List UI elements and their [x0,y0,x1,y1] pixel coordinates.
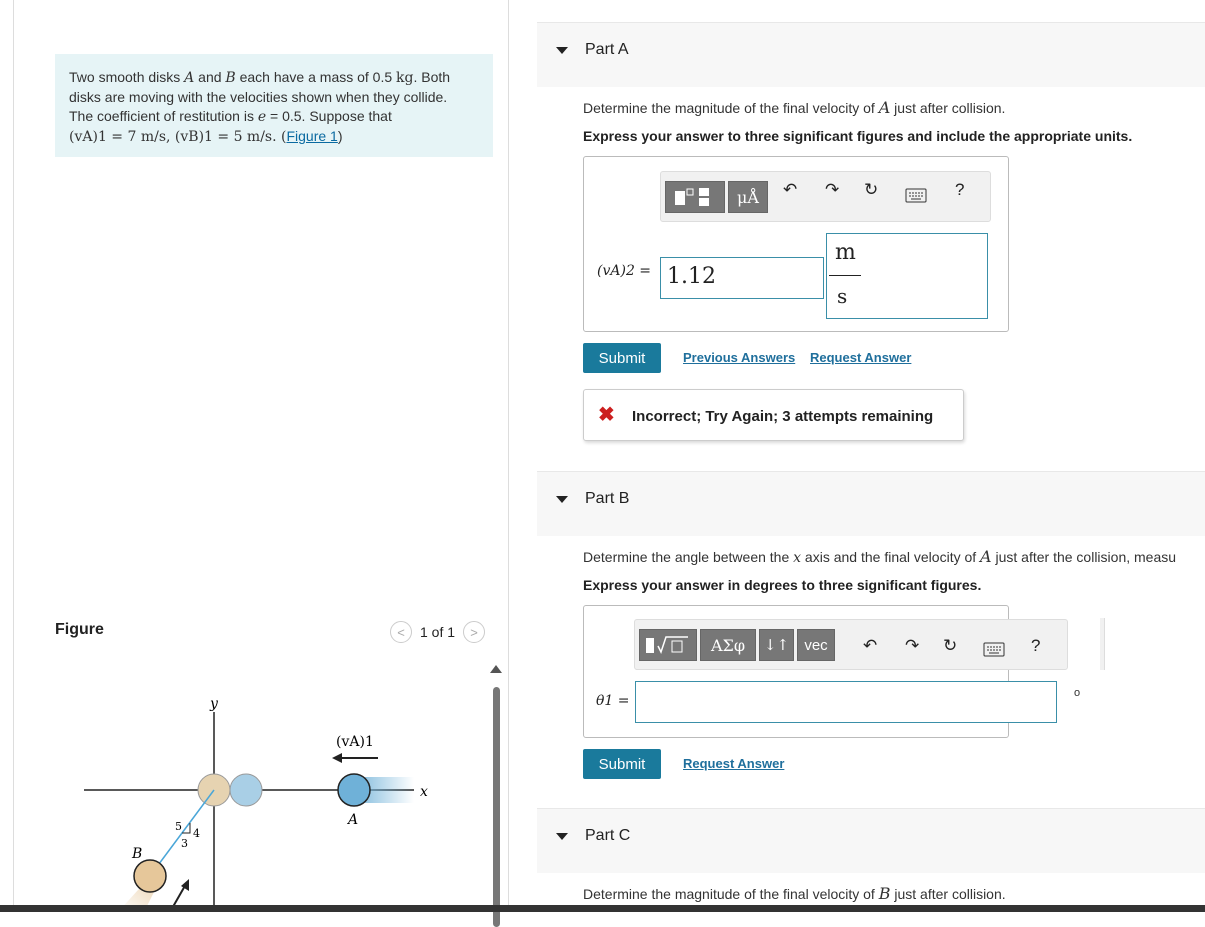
problem-line-4 [69,127,479,147]
slope-label-4: 4 [193,827,200,840]
toolbar-end [1100,618,1105,670]
degree-symbol: o [1074,687,1081,699]
part-a-request-answer-link[interactable]: Request Answer [810,350,912,365]
right-panel [537,0,1205,912]
slope-label-5: 5 [175,820,182,833]
figure-diagram [74,680,474,912]
var-a: A [184,70,195,86]
problem-line-3 [69,107,479,127]
unit-denominator: s [837,284,848,308]
part-b-request-answer-link[interactable]: Request Answer [683,756,785,771]
figure-link[interactable]: Figure 1 [286,128,338,144]
part-a-submit-button[interactable]: Submit [583,343,661,373]
part-a-title: Part A [585,41,629,58]
problem-text: each have a mass of 0.5 [235,69,397,85]
reset-icon[interactable]: ↻ [864,180,879,199]
scroll-up-arrow[interactable] [490,665,502,673]
question-text: just after the collision, measu [991,549,1177,565]
arrows-button[interactable]: ↓↑ [759,629,794,661]
prev-figure-button[interactable]: < [390,621,412,643]
figure-page-count: 1 of 1 [420,624,456,640]
question-text: Determine the angle between the [583,549,794,565]
previous-answers-link[interactable]: Previous Answers [683,350,796,365]
x-axis-label: x [420,784,428,800]
figure-scrollbar[interactable] [491,663,501,923]
vector-button[interactable]: vec [797,629,835,661]
question-text: axis and the final velocity of [801,549,981,565]
collapse-part-b-icon[interactable] [556,496,568,503]
incorrect-icon: ✖ [598,404,615,426]
part-a-value-input[interactable]: 1.12 [660,257,824,299]
question-var: A [878,98,891,117]
part-a-answer-box [583,156,1009,332]
unit-kg: kg [396,70,414,86]
part-a-instruction: Express your answer to three significant figures and include the appropriate units. [583,128,1133,144]
question-text: just after collision. [890,886,1006,902]
templates-icon [673,186,717,208]
figure-heading: Figure [55,621,104,638]
unit-numerator: m [835,240,856,265]
templates-button[interactable] [639,629,697,661]
left-panel [13,0,509,912]
units-button[interactable]: μÅ [728,181,768,213]
disk-a [338,774,370,806]
part-a-header[interactable] [537,22,1205,87]
part-b-instruction: Express your answer in degrees to three significant figures. [583,577,982,593]
var-b: B [225,70,236,86]
velocities-expression: (vA)1 = 7 m/s, (vB)1 = 5 m/s. ( [69,129,287,145]
part-c-title: Part C [585,827,631,844]
problem-text: = 0.5. Suppose that [266,108,392,124]
problem-line-2: disks are moving with the velocities shown when they collide. [69,89,448,105]
problem-line-1 [69,68,479,88]
help-button[interactable]: ? [955,180,965,199]
part-a-variable-label: (vA)2 = [597,263,652,279]
figure-pager [390,621,485,643]
question-var: A [980,547,992,566]
part-b-submit-button[interactable]: Submit [583,749,661,779]
problem-statement [55,54,493,157]
problem-text: and [194,69,226,85]
velocity-a-label: (vA)1 [336,734,374,750]
templates-button[interactable] [665,181,725,213]
problem-text: ) [337,128,343,144]
next-figure-button[interactable]: > [463,621,485,643]
question-var: x [793,550,802,566]
disk-b-label: B [132,846,143,862]
scroll-thumb[interactable] [493,687,500,927]
templates-radical-icon [644,634,692,656]
unit-fraction-bar [829,275,861,276]
disk-b [134,860,166,892]
part-b-header[interactable] [537,471,1205,536]
disk-a-label: A [348,812,359,828]
greek-symbols-button[interactable]: ΑΣφ [700,629,756,661]
redo-icon[interactable]: ↷ [905,636,920,655]
part-a-question [583,98,1005,117]
reset-icon[interactable]: ↻ [943,636,958,655]
part-b-variable-label: θ1 = [596,693,630,709]
part-a-toolbar [660,171,991,222]
part-b-angle-input[interactable] [635,681,1057,723]
redo-icon[interactable]: ↷ [825,180,840,199]
problem-text: The coefficient of restitution is [69,108,258,124]
part-b-title: Part B [585,490,630,507]
part-c-question [583,884,1006,903]
help-button[interactable]: ? [1031,636,1041,655]
collapse-part-a-icon[interactable] [556,47,568,54]
slope-label-3: 3 [181,837,188,850]
keyboard-icon[interactable] [905,188,927,204]
undo-icon[interactable]: ↶ [863,636,878,655]
disk-a-collision-position [230,774,262,806]
collapse-part-c-icon[interactable] [556,833,568,840]
undo-icon[interactable]: ↶ [783,180,798,199]
var-e: e [257,109,267,125]
keyboard-icon[interactable] [983,642,1005,658]
part-c-header[interactable] [537,808,1205,873]
question-text: Determine the magnitude of the final velocity of [583,886,879,902]
taskbar-edge [0,905,1205,912]
question-text: Determine the magnitude of the final velocity of [583,100,879,116]
part-a-feedback [583,389,964,441]
velocity-a-arrowhead [332,753,342,763]
problem-text: Two smooth disks [69,69,185,85]
problem-text: . Both [413,69,451,85]
y-axis-label: y [210,696,218,712]
feedback-text: Incorrect; Try Again; 3 attempts remaining [632,408,934,425]
question-var: B [878,884,891,903]
part-a-units-input[interactable] [826,233,988,319]
part-b-question [583,547,1176,566]
question-text: just after collision. [890,100,1006,116]
